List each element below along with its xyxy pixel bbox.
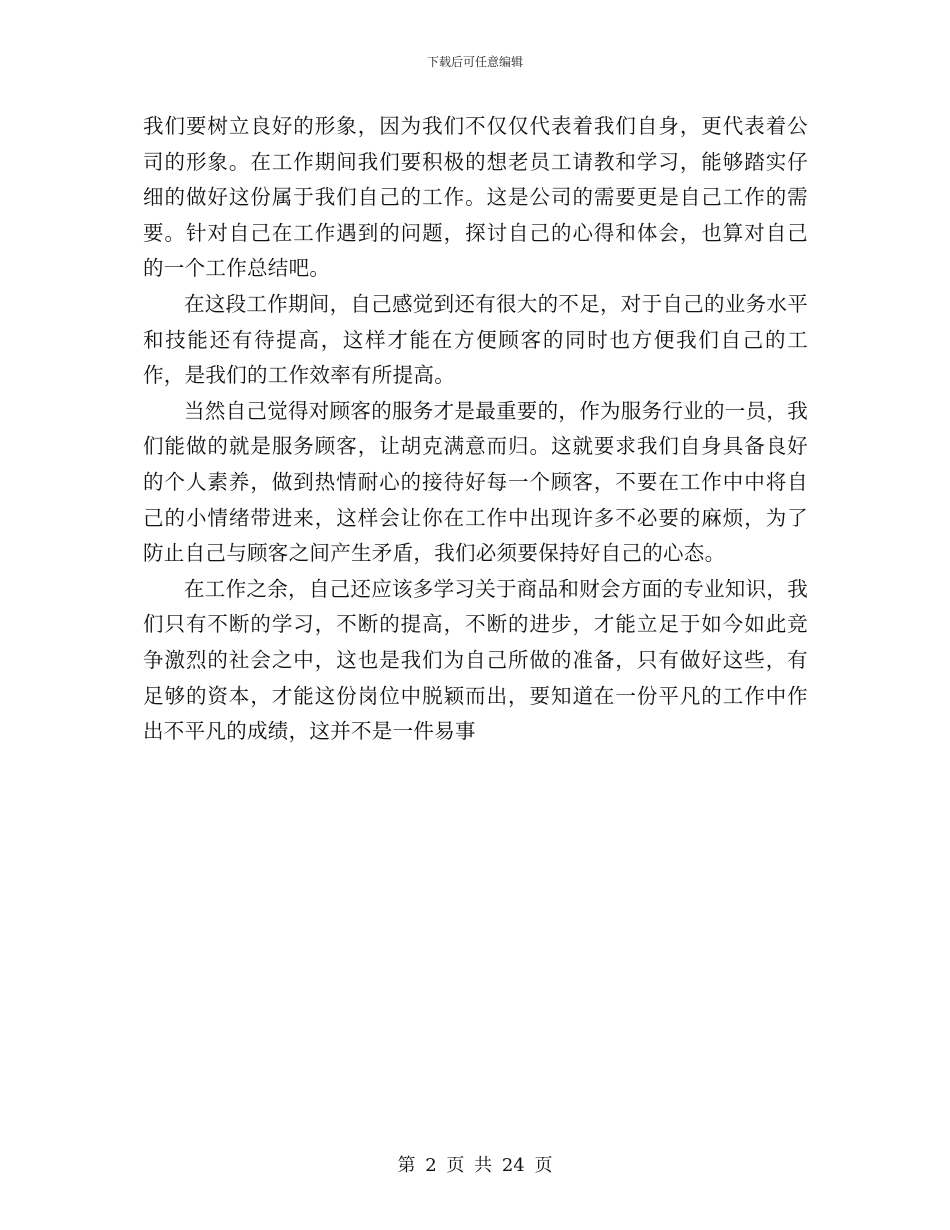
paragraph: 我们要树立良好的形象，因为我们不仅仅代表着我们自身，更代表着公司的形象。在工作期间我们要积极的想老员工请教和学习，能够踏实仔细的做好这份属于我们自己的工作。这是公司的需要更是自己工作的需要。针对自己在工作遇到的问题，探讨自己的心得和体会，也算对自己的一个工作总结吧。	[143, 114, 808, 281]
paragraph: 在这段工作期间，自己感觉到还有很大的不足，对于自己的业务水平和技能还有待提高，这样才能在方便顾客的同时也方便我们自己的工作，是我们的工作效率有所提高。	[143, 291, 808, 388]
page-number-footer: 第 2 页 共 24 页	[397, 1155, 553, 1176]
page-header: 下载后可任意编辑	[426, 55, 523, 69]
document-body	[143, 109, 808, 750]
paragraph: 当然自己觉得对顾客的服务才是最重要的，作为服务行业的一员，我们能做的就是服务顾客，让胡克满意而归。这就要求我们自身具备良好的个人素养，做到热情耐心的接待好每一个顾客，不要在工作中中将自己的小情绪带进来，这样会让你在工作中出现许多不必要的麻烦，为了防止自己与顾客之间产生矛盾，我们必须要保持好自己的心态。	[143, 398, 808, 566]
paragraph: 在工作之余，自己还应该多学习关于商品和财会方面的专业知识，我们只有不断的学习，不断的提高，不断的进步，才能立足于如今如此竞争激烈的社会之中，这也是我们为自己所做的准备，只有做好这些，有足够的资本，才能这份岗位中脱颖而出，要知道在一份平凡的工作中作出不平凡的成绩，这并不是一件易事	[143, 576, 808, 744]
